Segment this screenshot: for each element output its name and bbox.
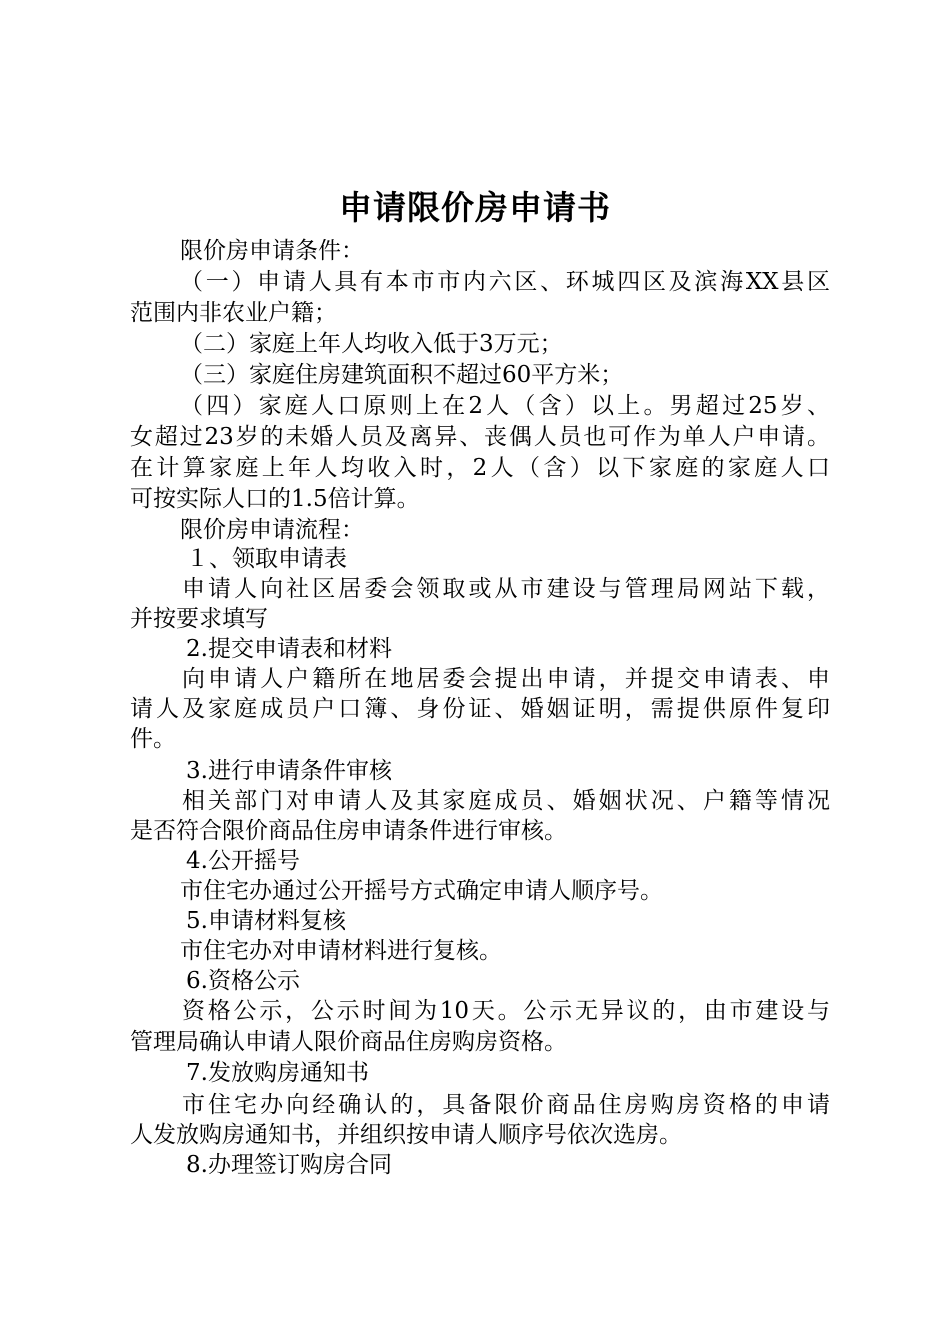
text-line: 女超过23岁的未婚人员及离异、丧偶人员也可作为单人户申请。 — [130, 424, 830, 450]
text-line: １、领取申请表 — [186, 546, 347, 572]
text-line: 市住宅办通过公开摇号方式确定申请人顺序号。 — [180, 878, 663, 904]
text-line: 5.申请材料复核 — [186, 908, 346, 934]
text-line: 申请人向社区居委会领取或从市建设与管理局网站下载， — [182, 576, 830, 602]
text-line: 7.发放购房通知书 — [186, 1060, 369, 1086]
text-line: 2.提交申请表和材料 — [186, 636, 392, 662]
text-line: 市住宅办向经确认的，具备限价商品住房购房资格的申请 — [182, 1092, 830, 1118]
text-line: 3.进行申请条件审核 — [186, 758, 392, 784]
text-line: 是否符合限价商品住房申请条件进行审核。 — [130, 818, 567, 844]
text-line: 限价房申请流程： — [180, 517, 364, 543]
text-line: （三）家庭住房建筑面积不超过60平方米； — [180, 362, 624, 388]
text-line: 管理局确认申请人限价商品住房购房资格。 — [130, 1029, 567, 1055]
text-line: （二）家庭上年人均收入低于3万元； — [180, 331, 563, 357]
text-line: 向申请人户籍所在地居委会提出申请，并提交申请表、申 — [182, 666, 830, 692]
text-line: 市住宅办对申请材料进行复核。 — [180, 938, 502, 964]
text-line: 并按要求填写 — [130, 606, 268, 632]
text-line: 相关部门对申请人及其家庭成员、婚姻状况、户籍等情况 — [182, 788, 830, 814]
text-line: 资格公示，公示时间为10天。公示无异议的，由市建设与 — [182, 998, 830, 1024]
text-line: （一）申请人具有本市市内六区、环城四区及滨海XX县区 — [180, 269, 830, 295]
text-line: 限价房申请条件： — [180, 238, 364, 264]
text-line: 人发放购房通知书，并组织按申请人顺序号依次选房。 — [130, 1122, 682, 1148]
text-line: 范围内非农业户籍； — [130, 300, 337, 326]
text-line: 件。 — [130, 726, 176, 752]
text-line: （四）家庭人口原则上在2人（含）以上。男超过25岁、 — [180, 393, 830, 419]
text-line: 8.办理签订购房合同 — [186, 1152, 392, 1178]
text-line: 请人及家庭成员户口簿、身份证、婚姻证明，需提供原件复印 — [130, 696, 830, 722]
text-line: 6.资格公示 — [186, 968, 300, 994]
text-line: 4.公开摇号 — [186, 848, 300, 874]
text-line: 在计算家庭上年人均收入时，2人（含）以下家庭的家庭人口 — [130, 455, 830, 481]
text-line: 可按实际人口的1.5倍计算。 — [130, 486, 420, 512]
document-title: 申请限价房申请书 — [339, 188, 611, 227]
